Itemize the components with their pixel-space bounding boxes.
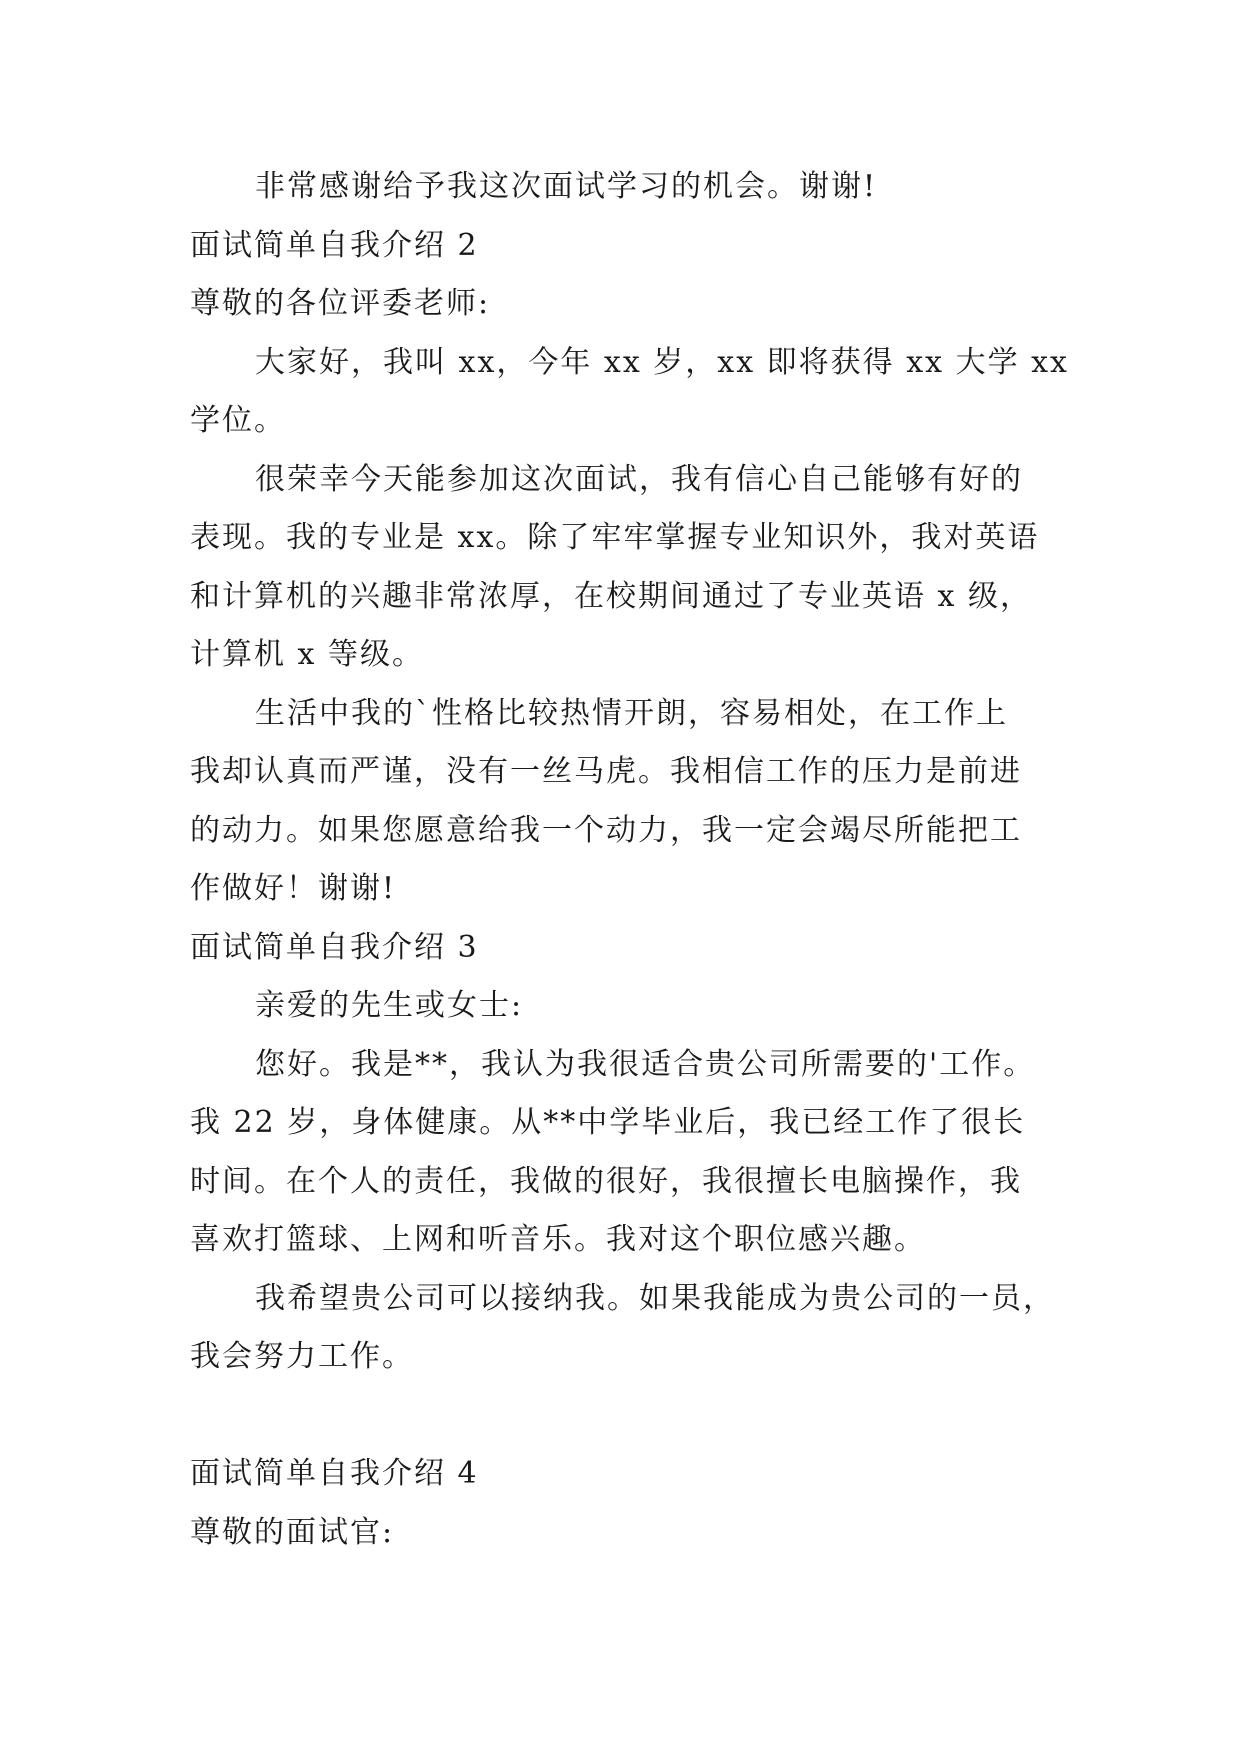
paragraph-line: 我会努力工作。 [190, 1339, 414, 1374]
section-heading-2: 面试简单自我介绍 2 [190, 227, 479, 263]
paragraph-line: 表现。我的专业是 xx。除了牢牢掌握专业知识外，我对英语 [190, 520, 1040, 555]
paragraph-line: 大家好，我叫 xx，今年 xx 岁，xx 即将获得 xx 大学 xx [255, 344, 1069, 380]
paragraph-line: 我 22 岁，身体健康。从**中学毕业后，我已经工作了很长 [190, 1105, 1026, 1140]
paragraph-line: 学位。 [190, 403, 286, 438]
document-body [190, 158, 1070, 1562]
paragraph-line: 很荣幸今天能参加这次面试，我有信心自己能够有好的 [255, 461, 1023, 497]
paragraph-line: 我希望贵公司可以接纳我。如果我能成为贵公司的一员， [255, 1280, 1055, 1316]
paragraph-line: 时间。在个人的责任，我做的很好，我很擅长电脑操作，我 [190, 1163, 1022, 1199]
paragraph-line: 喜欢打篮球、上网和听音乐。我对这个职位感兴趣。 [190, 1222, 926, 1257]
paragraph-line: 和计算机的兴趣非常浓厚，在校期间通过了专业英语 x 级， [190, 578, 1032, 614]
paragraph-line: 您好。我是**，我认为我很适合贵公司所需要的'工作。 [255, 1046, 1036, 1082]
paragraph-line: 计算机 x 等级。 [190, 637, 424, 672]
paragraph-line: 的动力。如果您愿意给我一个动力，我一定会竭尽所能把工 [190, 812, 1022, 848]
paragraph-line: 我却认真而严谨，没有一丝马虎。我相信工作的压力是前进 [190, 754, 1022, 789]
blank-line [190, 1387, 1070, 1446]
paragraph-line: 作做好！谢谢! [190, 871, 397, 906]
section-heading-4: 面试简单自我介绍 4 [190, 1456, 479, 1491]
paragraph-line: 生活中我的`性格比较热情开朗，容易相处，在工作上 [255, 695, 1008, 731]
salutation: 尊敬的各位评委老师: [190, 286, 491, 321]
paragraph-line: 非常感谢给予我这次面试学习的机会。谢谢! [255, 169, 878, 204]
salutation: 亲爱的先生或女士: [255, 988, 524, 1023]
section-heading-3: 面试简单自我介绍 3 [190, 929, 479, 965]
salutation: 尊敬的面试官: [190, 1514, 395, 1550]
